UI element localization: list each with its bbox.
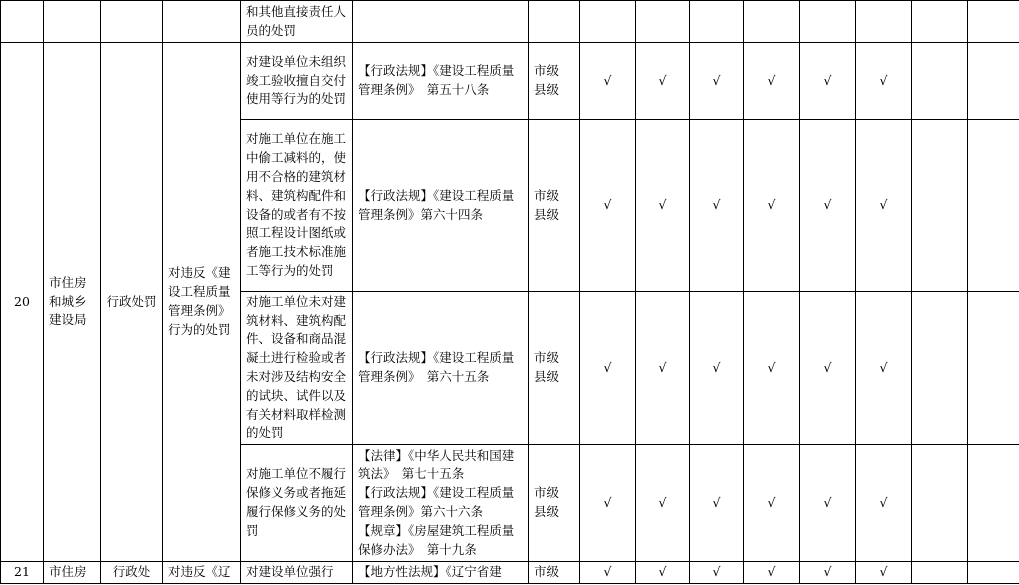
level-county: 县级 xyxy=(534,504,560,519)
category-cell: 对违反《辽 xyxy=(163,562,241,584)
table-row xyxy=(1,43,1019,120)
category-cell xyxy=(163,1,241,43)
item-name-cell: 对施工单位不履行保修义务或者拖延履行保修义务的处罚 xyxy=(241,445,353,562)
check-cell: √ xyxy=(856,562,912,584)
check-cell: √ xyxy=(690,292,744,445)
number-cell: 21 xyxy=(1,562,44,584)
empty-cell xyxy=(744,1,800,43)
check-cell: √ xyxy=(744,120,800,292)
empty-cell xyxy=(912,120,968,292)
level-county: 县级 xyxy=(534,369,560,384)
check-cell: √ xyxy=(856,445,912,562)
empty-cell xyxy=(856,1,912,43)
basis-line: 【规章】《房屋建筑工程质量保修办法》 第十九条 xyxy=(358,522,515,557)
check-cell: √ xyxy=(690,120,744,292)
check-cell: √ xyxy=(636,445,690,562)
check-cell: √ xyxy=(800,562,856,584)
empty-cell xyxy=(912,43,968,120)
table-row xyxy=(1,562,1019,584)
check-cell: √ xyxy=(636,292,690,445)
check-cell: √ xyxy=(744,445,800,562)
check-cell: √ xyxy=(856,292,912,445)
level-city: 市级 xyxy=(534,350,560,366)
item-name-cell: 对建设单位强行 xyxy=(241,562,353,584)
type-cell: 行政处罚 xyxy=(101,43,163,562)
empty-cell xyxy=(636,1,690,43)
check-cell: √ xyxy=(800,445,856,562)
empty-cell xyxy=(912,562,968,584)
basis-cell xyxy=(353,445,529,562)
check-cell: √ xyxy=(744,562,800,584)
empty-cell xyxy=(580,1,636,43)
department-cell: 市住房和城乡建设局 xyxy=(44,43,101,562)
department-cell: 市住房 xyxy=(44,562,101,584)
level-cell: 市级 xyxy=(529,562,580,584)
level-cell xyxy=(529,43,580,120)
check-cell: √ xyxy=(690,43,744,120)
check-cell: √ xyxy=(856,43,912,120)
number-cell xyxy=(1,1,44,43)
check-cell: √ xyxy=(690,445,744,562)
basis-line: 【法律】《中华人民共和国建筑法》 第七十五条 xyxy=(358,447,515,482)
empty-cell xyxy=(690,1,744,43)
empty-cell xyxy=(912,292,968,445)
level-city: 市级 xyxy=(534,187,560,203)
check-cell: √ xyxy=(580,120,636,292)
remarks-cell xyxy=(968,1,1019,43)
basis-cell: 【行政法规】《建设工程质量管理条例》第六十四条 xyxy=(353,120,529,292)
basis-cell: 【行政法规】《建设工程质量管理条例》 第六十五条 xyxy=(353,292,529,445)
item-name-cell: 对建设单位未组织竣工验收擅自交付使用等行为的处罚 xyxy=(241,43,353,120)
basis-cell: 【行政法规】《建设工程质量管理条例》 第五十八条 xyxy=(353,43,529,120)
item-name-cell: 对施工单位未对建筑材料、建筑构配件、设备和商品混凝土进行检验或者未对涉及结构安全的试块、试件以及有关材料取样检测的处罚 xyxy=(241,292,353,445)
check-cell: √ xyxy=(580,562,636,584)
level-city: 市级 xyxy=(534,63,560,79)
basis-cell xyxy=(353,1,529,43)
check-cell: √ xyxy=(800,120,856,292)
type-cell: 行政处 xyxy=(101,562,163,584)
level-cell xyxy=(529,445,580,562)
level-county: 县级 xyxy=(534,206,560,222)
level-county: 县级 xyxy=(534,82,560,97)
department-cell xyxy=(44,1,101,43)
check-cell: √ xyxy=(800,292,856,445)
item-name-cell: 和其他直接责任人员的处罚 xyxy=(241,1,353,43)
empty-cell xyxy=(912,445,968,562)
level-cell xyxy=(529,292,580,445)
check-cell: √ xyxy=(856,120,912,292)
level-cell xyxy=(529,1,580,43)
check-cell: √ xyxy=(580,43,636,120)
check-cell: √ xyxy=(580,292,636,445)
table-row xyxy=(1,1,1019,43)
remarks-cell xyxy=(968,562,1019,584)
remarks-cell xyxy=(968,292,1019,445)
category-cell: 对违反《建设工程质量管理条例》行为的处罚 xyxy=(163,43,241,562)
basis-cell: 【地方性法规】《辽宁省建 xyxy=(353,562,529,584)
check-cell: √ xyxy=(800,43,856,120)
check-cell: √ xyxy=(580,445,636,562)
basis-line: 【行政法规】《建设工程质量管理条例》第六十六条 xyxy=(358,485,515,519)
type-cell xyxy=(101,1,163,43)
check-cell: √ xyxy=(744,43,800,120)
check-cell: √ xyxy=(744,292,800,445)
remarks-cell xyxy=(968,43,1019,120)
level-cell xyxy=(529,120,580,292)
check-cell: √ xyxy=(690,562,744,584)
empty-cell xyxy=(912,1,968,43)
item-name-cell: 对施工单位在施工中偷工减料的，使用不合格的建筑材料、建筑构配件和设备的或者有不按照工程设计图纸或者施工技术标准施工等行为的处罚 xyxy=(241,120,353,292)
number-cell: 20 xyxy=(1,43,44,562)
check-cell: √ xyxy=(636,120,690,292)
empty-cell xyxy=(800,1,856,43)
level-city: 市级 xyxy=(534,485,560,501)
remarks-cell xyxy=(968,120,1019,292)
check-cell: √ xyxy=(636,43,690,120)
remarks-cell xyxy=(968,445,1019,562)
check-cell: √ xyxy=(636,562,690,584)
